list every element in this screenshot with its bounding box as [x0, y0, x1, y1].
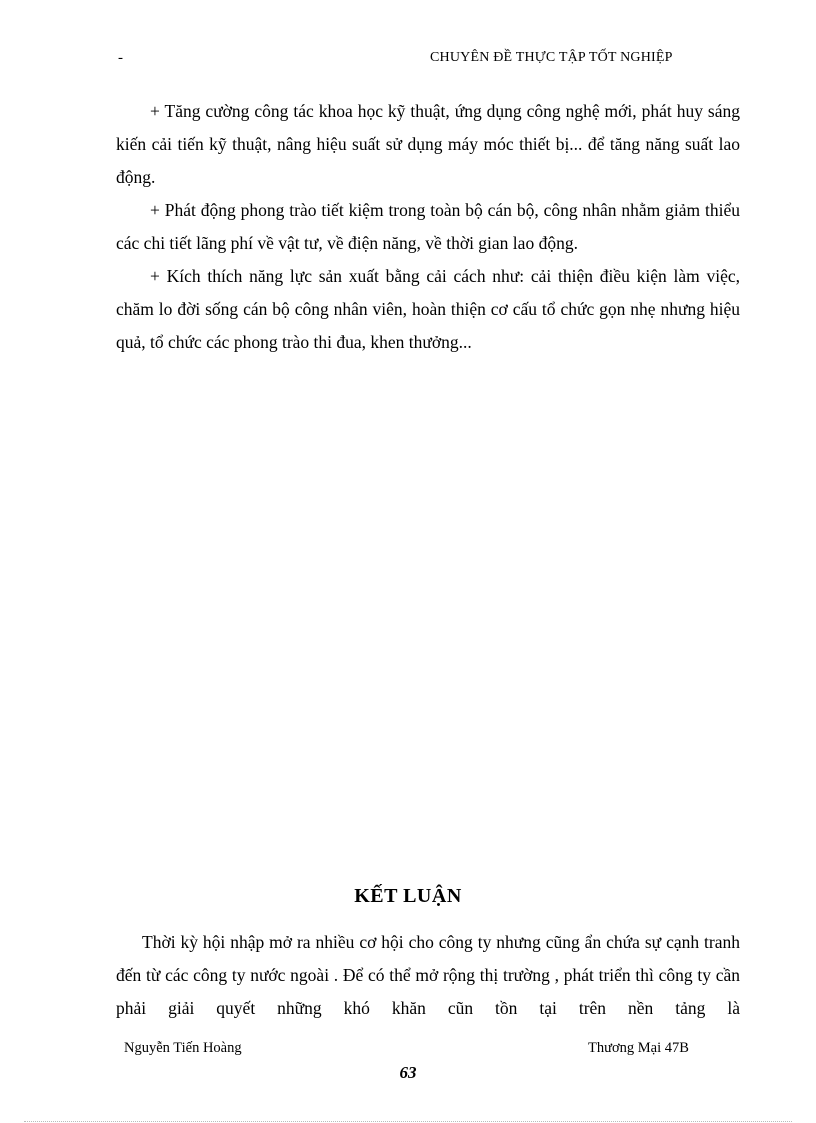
page-number: 63: [399, 1063, 417, 1082]
footer-class: Thương Mại 47B: [588, 1040, 689, 1056]
paragraph-savings: + Phát động phong trào tiết kiệm trong toàn bộ cán bộ, công nhân nhằm giảm thiểu các chi tiết lãng phí về vật tư, về điện năng, về thời gian lao động.: [116, 200, 740, 253]
bottom-divider: [24, 1121, 792, 1122]
paragraph-technology: + Tăng cường công tác khoa học kỹ thuật, ứng dụng công nghệ mới, phát huy sáng kiến cải tiến kỹ thuật, nâng hiệu suất sử dụng máy móc thiết bị... để tăng năng suất lao động.: [116, 101, 740, 187]
conclusion-title: KẾT LUẬN: [354, 885, 462, 907]
header-dash: -: [118, 50, 123, 66]
footer-author: Nguyễn Tiến Hoàng: [124, 1040, 242, 1056]
paragraph-incentives: + Kích thích năng lực sản xuất bằng cải cách như: cải thiện điều kiện làm việc, chăm lo đời sống cán bộ công nhân viên, hoàn thiện cơ cấu tổ chức gọn nhẹ nhưng hiệu quả, tổ chức các phong trào thi đua, khen thưởng...: [116, 266, 740, 352]
conclusion-paragraph: Thời kỳ hội nhập mở ra nhiều cơ hội cho công ty nhưng cũng ẩn chứa sự cạnh tranh đến từ các công ty nước ngoài . Để có thể mở rộng thị trường , phát triển thì công ty cần phải giải quyết những khó khăn cũn tồn tại trên nền tảng là: [116, 932, 740, 1018]
body-text: [116, 95, 740, 359]
header-title: CHUYÊN ĐỀ THỰC TẬP TỐT NGHIỆP: [430, 50, 673, 65]
conclusion-body: [116, 926, 740, 1025]
